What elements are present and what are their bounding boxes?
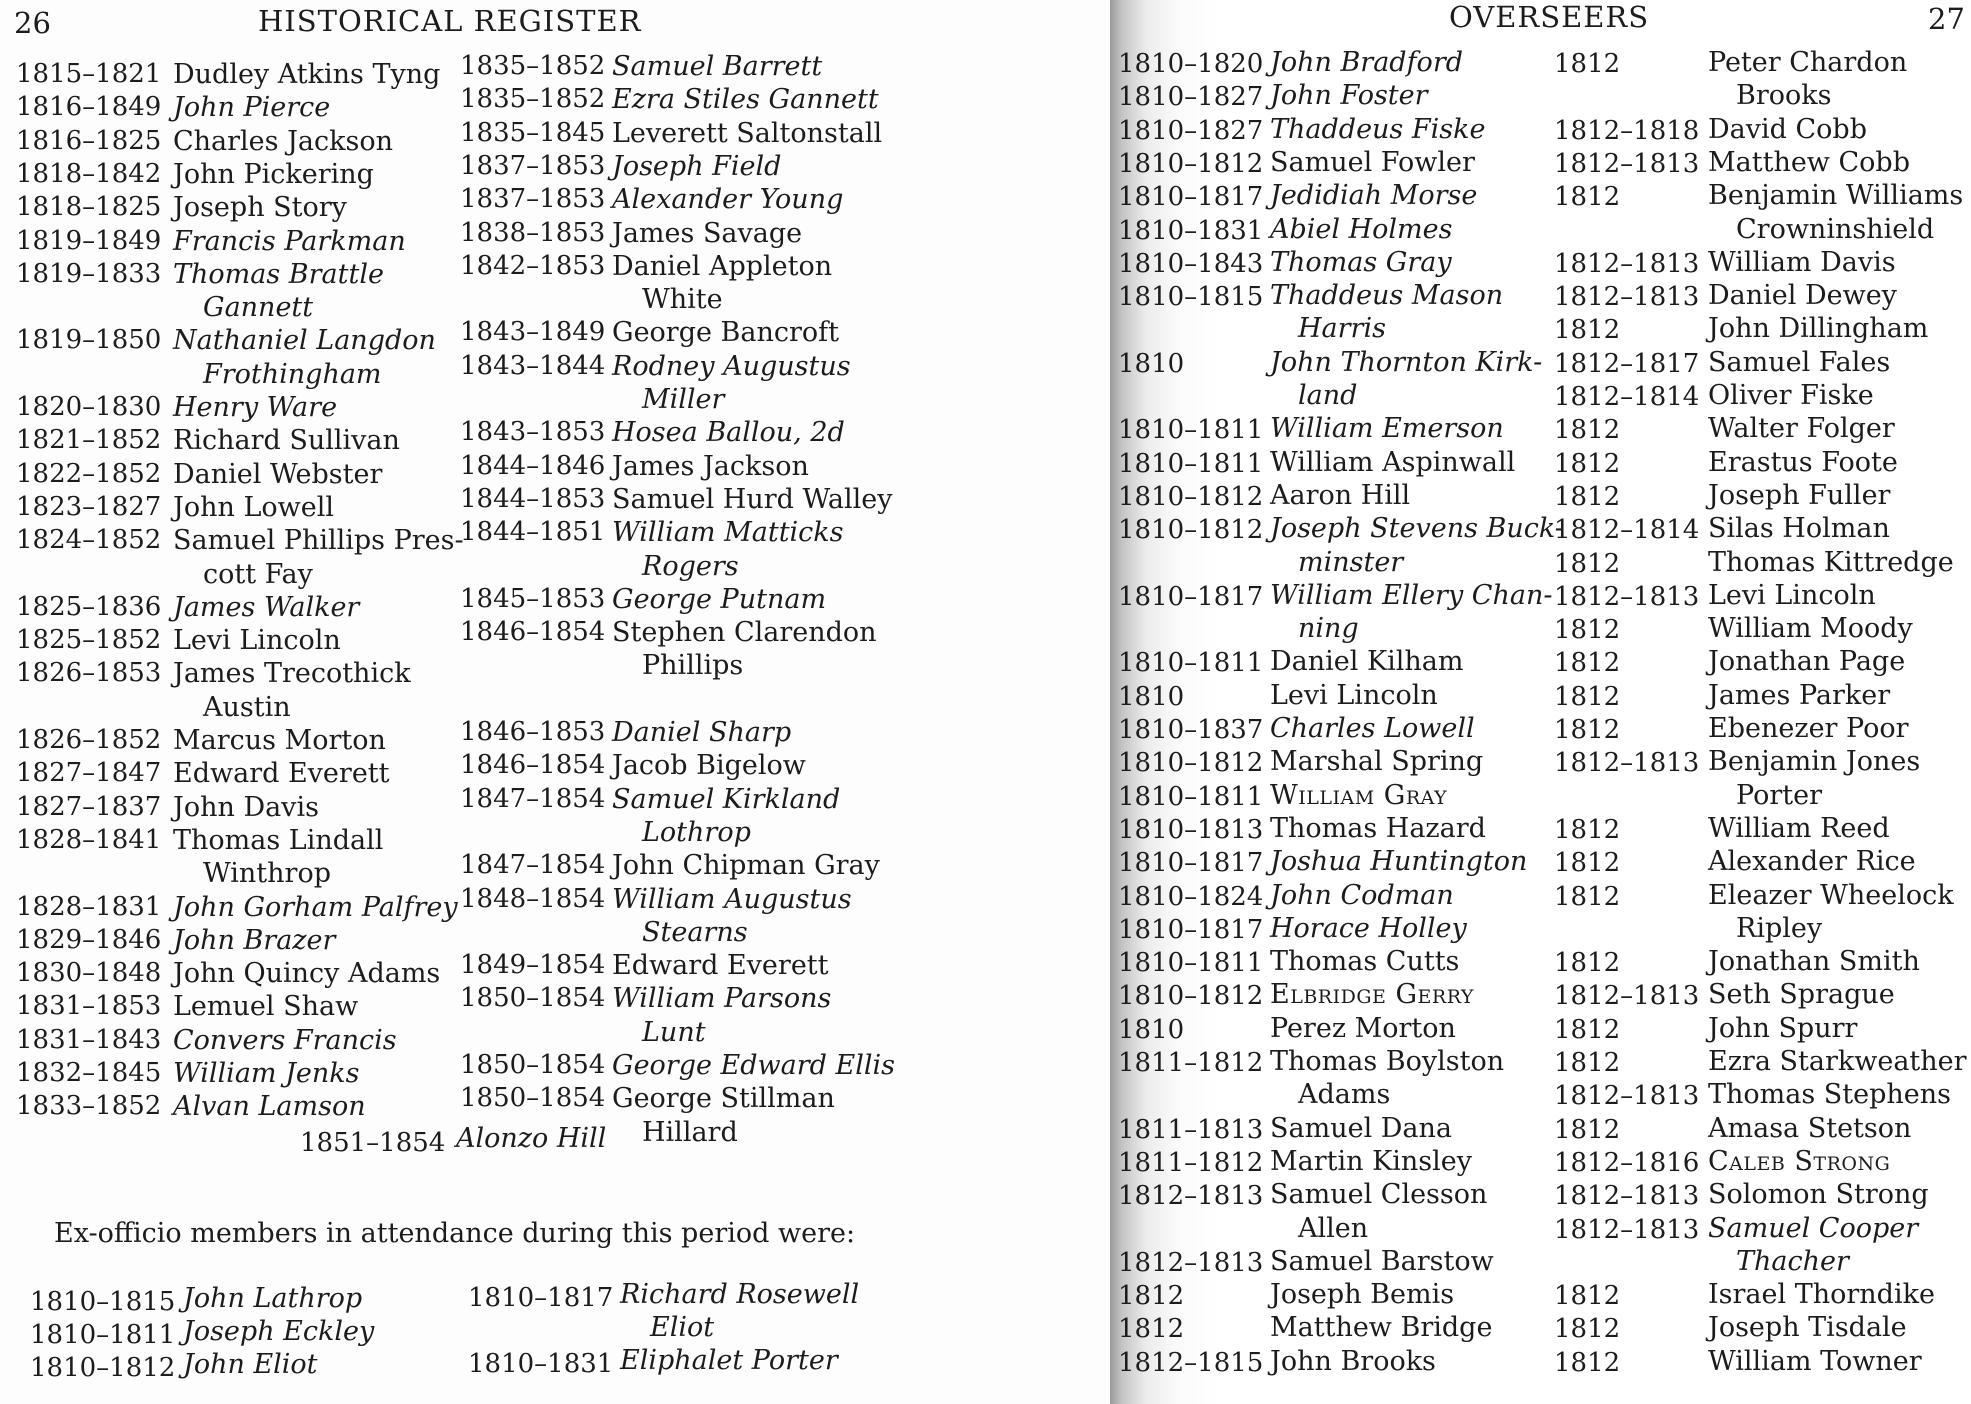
member-name-continuation: Allen	[1298, 1212, 1369, 1244]
member-name: Thomas Boylston	[1270, 1046, 1505, 1077]
member-name-continuation: Eliot	[650, 1312, 715, 1343]
year-range: 1816–1825	[16, 125, 162, 156]
member-name: John Pickering	[173, 158, 374, 190]
member-name: William Ellery Chan-	[1270, 579, 1553, 611]
member-name: Marshal Spring	[1270, 746, 1484, 778]
member-name-continuation: Adams	[1298, 1079, 1391, 1111]
year-range: 1822–1852	[16, 458, 162, 489]
member-name-continuation: Frothingham	[203, 358, 382, 390]
member-name: Convers Francis	[173, 1024, 397, 1056]
member-name: Elbridge Gerry	[1270, 979, 1474, 1011]
year-range: 1846–1854	[460, 617, 606, 648]
member-name: Jedidiah Morse	[1270, 180, 1478, 212]
member-name: John Brazer	[173, 924, 336, 956]
year-range: 1846–1853	[460, 717, 606, 747]
member-name: John Foster	[1270, 80, 1428, 112]
last-entry-years: 1851–1854	[300, 1128, 446, 1158]
member-name: Samuel Clesson	[1270, 1179, 1488, 1211]
member-name: Edward Everett	[173, 758, 390, 790]
year-range: 1810–1827	[1118, 82, 1264, 113]
member-name: Ebenezer Poor	[1708, 713, 1909, 744]
member-name-continuation: Stearns	[642, 916, 748, 948]
member-name: John Brooks	[1270, 1345, 1436, 1377]
year-range: 1815–1821	[16, 59, 162, 89]
member-name: Joseph Fuller	[1708, 479, 1891, 511]
year-range: 1812	[1118, 1281, 1185, 1312]
member-name: Levi Lincoln	[1708, 579, 1876, 611]
member-name: William Davis	[1708, 246, 1896, 278]
year-range: 1832–1845	[16, 1058, 162, 1088]
year-range: 1811–1812	[1118, 1147, 1264, 1178]
member-name: John Chipman Gray	[612, 850, 880, 882]
member-name-continuation: Lunt	[642, 1016, 706, 1048]
member-name: Rodney Augustus	[612, 350, 851, 382]
year-range: 1843–1853	[460, 417, 606, 448]
member-name: Benjamin Jones	[1708, 746, 1921, 778]
year-range: 1812	[1554, 1014, 1621, 1045]
member-name-continuation: White	[642, 284, 723, 316]
member-name: Charles Lowell	[1270, 713, 1475, 744]
year-range: 1812–1813	[1554, 1181, 1700, 1212]
member-name: Eleazer Wheelock	[1708, 879, 1954, 911]
member-name: John Codman	[1270, 879, 1454, 911]
year-range: 1812	[1554, 648, 1621, 679]
year-range: 1810–1817	[1118, 848, 1264, 879]
member-name: Samuel Hurd Walley	[612, 483, 893, 515]
member-name: William Emerson	[1270, 413, 1504, 445]
member-name: Caleb Strong	[1708, 1145, 1891, 1177]
year-range: 1812	[1554, 1314, 1621, 1345]
year-range: 1812–1813	[1554, 1214, 1700, 1245]
member-name: Daniel Dewey	[1708, 280, 1897, 312]
year-range: 1810–1811	[30, 1320, 176, 1350]
year-range: 1812	[1554, 1281, 1621, 1312]
member-name: Lemuel Shaw	[173, 991, 359, 1023]
member-name-continuation: Miller	[642, 384, 725, 415]
running-head: HISTORICAL REGISTER	[258, 4, 642, 38]
member-name: Joseph Story	[173, 192, 347, 224]
year-range: 1810–1827	[1118, 115, 1264, 146]
member-name: Francis Parkman	[173, 225, 406, 257]
year-range: 1812	[1554, 182, 1621, 213]
year-range: 1812–1816	[1554, 1147, 1700, 1178]
year-range: 1812	[1554, 1114, 1621, 1145]
member-name: Thaddeus Mason	[1270, 280, 1504, 312]
member-name: Joseph Field	[612, 150, 782, 182]
year-range: 1812	[1554, 481, 1621, 512]
member-name: Samuel Cooper	[1708, 1212, 1919, 1244]
year-range: 1819–1850	[16, 325, 162, 356]
year-range: 1810–1811	[1118, 781, 1264, 812]
last-entry-name: Alonzo Hill	[456, 1123, 607, 1154]
member-name: Daniel Kilham	[1270, 646, 1464, 678]
year-range: 1812	[1554, 881, 1621, 912]
member-name: Ezra Starkweather	[1708, 1046, 1967, 1077]
year-range: 1810–1812	[1118, 748, 1264, 779]
year-range: 1810–1811	[1118, 415, 1264, 446]
member-name: William Augustus	[612, 883, 852, 915]
member-name: Ezra Stiles Gannett	[612, 84, 879, 116]
member-name: Joseph Stevens Buck-	[1270, 513, 1564, 545]
member-name: Perez Morton	[1270, 1012, 1456, 1044]
year-range: 1810–1811	[1118, 948, 1264, 979]
year-range: 1843–1849	[460, 317, 606, 348]
member-name: Jonathan Page	[1708, 646, 1906, 678]
member-name-continuation: cott Fay	[203, 558, 313, 590]
member-name: Thomas Cutts	[1270, 946, 1460, 978]
year-range: 1812–1813	[1554, 581, 1700, 612]
member-name: John Dillingham	[1708, 313, 1929, 345]
year-range: 1812–1815	[1118, 1347, 1264, 1378]
member-name: Oliver Fiske	[1708, 380, 1874, 411]
year-range: 1812	[1554, 49, 1621, 79]
member-name: Abiel Holmes	[1270, 213, 1453, 245]
year-range: 1810–1813	[1118, 814, 1264, 845]
member-name: John Quincy Adams	[173, 958, 441, 990]
member-name: Samuel Fales	[1708, 346, 1891, 378]
member-name: Jacob Bigelow	[612, 750, 806, 782]
year-range: 1850–1854	[460, 1083, 606, 1114]
year-range: 1812–1813	[1554, 148, 1700, 179]
year-range: 1810–1831	[1118, 215, 1264, 246]
year-range: 1810–1815	[30, 1287, 176, 1317]
ex-officio-caption: Ex-officio members in attendance during this period were:	[54, 1218, 856, 1249]
member-name: James Jackson	[612, 450, 809, 482]
year-range: 1812–1813	[1118, 1181, 1264, 1212]
member-name: David Cobb	[1708, 113, 1867, 145]
year-range: 1847–1854	[460, 783, 606, 814]
member-name: James Parker	[1708, 679, 1891, 711]
year-range: 1850–1854	[460, 983, 606, 1014]
year-range: 1830–1848	[16, 958, 162, 989]
year-range: 1845–1853	[460, 583, 606, 614]
member-name: William Gray	[1270, 779, 1448, 811]
year-range: 1812–1813	[1554, 981, 1700, 1012]
year-range: 1810–1824	[1118, 881, 1264, 912]
member-name: Dudley Atkins Tyng	[173, 59, 441, 90]
member-name: Levi Lincoln	[173, 625, 341, 657]
member-name-continuation: land	[1298, 380, 1358, 411]
member-name: John Gorham Palfrey	[173, 891, 458, 923]
member-name: James Walker	[173, 591, 360, 623]
member-name: Daniel Appleton	[612, 250, 833, 282]
year-range: 1810	[1118, 681, 1185, 712]
member-name: Samuel Phillips Pres-	[173, 525, 464, 557]
year-range: 1810–1812	[1118, 515, 1264, 546]
year-range: 1810–1817	[1118, 914, 1264, 945]
year-range: 1810–1843	[1118, 248, 1264, 279]
member-name: Jonathan Smith	[1708, 946, 1920, 978]
member-name: George Putnam	[612, 583, 827, 615]
member-name: Silas Holman	[1708, 513, 1890, 545]
year-range: 1812–1813	[1118, 1247, 1264, 1278]
member-name: William Reed	[1708, 812, 1890, 844]
member-name-continuation: Thacher	[1736, 1245, 1849, 1277]
year-range: 1812–1814	[1554, 515, 1700, 546]
member-name-continuation: minster	[1298, 546, 1404, 578]
year-range: 1828–1831	[16, 891, 162, 922]
member-name-continuation: Ripley	[1736, 912, 1823, 944]
member-name: Alexander Young	[612, 184, 844, 216]
member-name: William Jenks	[173, 1058, 360, 1089]
member-name: Alexander Rice	[1708, 846, 1916, 878]
member-name: Matthew Cobb	[1708, 146, 1910, 178]
year-range: 1810–1831	[468, 1349, 614, 1379]
year-range: 1824–1852	[16, 525, 162, 556]
year-range: 1835–1845	[460, 117, 606, 148]
member-name: Thomas Gray	[1270, 246, 1452, 278]
year-range: 1837–1853	[460, 150, 606, 181]
year-range: 1844–1846	[460, 450, 606, 481]
year-range: 1812	[1554, 615, 1621, 646]
year-range: 1810	[1118, 348, 1185, 379]
year-range: 1825–1852	[16, 625, 162, 656]
year-range: 1812	[1554, 548, 1621, 579]
member-name-continuation: Brooks	[1736, 80, 1832, 112]
year-range: 1818–1825	[16, 192, 162, 223]
member-name: John Thornton Kirk-	[1270, 346, 1543, 378]
year-range: 1818–1842	[16, 158, 162, 189]
year-range: 1810–1817	[1118, 182, 1264, 213]
year-range: 1812	[1554, 448, 1621, 479]
member-name: Henry Ware	[173, 392, 338, 423]
member-name: William Moody	[1708, 613, 1913, 645]
year-range: 1847–1854	[460, 850, 606, 881]
member-name: Nathaniel Langdon	[173, 325, 436, 357]
member-name: Martin Kinsley	[1270, 1145, 1473, 1177]
year-range: 1812–1813	[1554, 248, 1700, 279]
member-name: Alvan Lamson	[173, 1091, 366, 1123]
year-range: 1812	[1118, 1314, 1185, 1345]
year-range: 1823–1827	[16, 491, 162, 522]
member-name: Benjamin Williams	[1708, 180, 1964, 212]
year-range: 1812–1813	[1554, 748, 1700, 779]
year-range: 1819–1833	[16, 258, 162, 289]
year-range: 1810–1811	[1118, 648, 1264, 679]
member-name: John Lathrop	[183, 1283, 363, 1314]
year-range: 1837–1853	[460, 184, 606, 215]
member-name: Charles Jackson	[173, 125, 394, 157]
member-name: Richard Sullivan	[173, 425, 400, 457]
running-head: OVERSEERS	[1449, 0, 1650, 34]
year-range: 1826–1853	[16, 658, 162, 689]
member-name: Stephen Clarendon	[612, 617, 877, 649]
year-range: 1848–1854	[460, 883, 606, 914]
member-name: John Bradford	[1270, 47, 1464, 78]
member-name: Thomas Hazard	[1270, 812, 1486, 844]
member-name: George Stillman	[612, 1083, 835, 1115]
member-name-continuation: Harris	[1298, 313, 1386, 345]
member-name: John Eliot	[183, 1349, 318, 1380]
year-range: 1844–1851	[460, 517, 606, 548]
member-name-continuation: Winthrop	[203, 858, 331, 890]
year-range: 1812–1813	[1554, 1081, 1700, 1112]
member-name-continuation: ning	[1298, 613, 1359, 645]
member-name: Amasa Stetson	[1708, 1112, 1912, 1144]
year-range: 1810–1812	[1118, 981, 1264, 1012]
year-range: 1821–1852	[16, 425, 162, 456]
member-name-continuation: Crowninshield	[1736, 213, 1935, 245]
member-name-continuation: Phillips	[642, 650, 744, 682]
member-name-continuation: Porter	[1736, 779, 1822, 811]
year-range: 1829–1846	[16, 924, 162, 955]
member-name: Matthew Bridge	[1270, 1312, 1493, 1344]
member-name: Samuel Kirkland	[612, 783, 841, 815]
year-range: 1842–1853	[460, 250, 606, 281]
member-name-continuation: Lothrop	[642, 816, 751, 848]
member-name: Walter Folger	[1708, 413, 1895, 445]
page-number: 26	[14, 6, 51, 40]
year-range: 1835–1852	[460, 84, 606, 115]
year-range: 1828–1841	[16, 824, 162, 855]
member-name: Richard Rosewell	[620, 1279, 860, 1310]
member-name-continuation: Gannett	[203, 292, 314, 324]
year-range: 1819–1849	[16, 225, 162, 256]
member-name: Joseph Tisdale	[1708, 1312, 1907, 1344]
year-range: 1846–1854	[460, 750, 606, 781]
member-name: Samuel Barstow	[1270, 1245, 1494, 1277]
year-range: 1844–1853	[460, 483, 606, 514]
member-name: Marcus Morton	[173, 725, 386, 756]
year-range: 1810–1837	[1118, 715, 1264, 745]
member-name-continuation: Hillard	[642, 1116, 738, 1148]
member-name: Daniel Sharp	[612, 717, 792, 748]
year-range: 1810–1815	[1118, 282, 1264, 313]
member-name: Thomas Stephens	[1708, 1079, 1952, 1111]
year-range: 1827–1847	[16, 758, 162, 789]
year-range: 1835–1852	[460, 51, 606, 81]
member-name: Horace Holley	[1270, 912, 1467, 944]
year-range: 1833–1852	[16, 1091, 162, 1122]
member-name-continuation: Rogers	[642, 550, 739, 582]
year-range: 1850–1854	[460, 1050, 606, 1080]
member-name: James Trecothick	[173, 658, 411, 690]
member-name: Joseph Eckley	[183, 1316, 375, 1347]
member-name: John Lowell	[173, 491, 334, 523]
year-range: 1810–1811	[1118, 448, 1264, 479]
year-range: 1811–1813	[1118, 1114, 1264, 1145]
year-range: 1825–1836	[16, 591, 162, 622]
member-name: William Parsons	[612, 983, 832, 1015]
year-range: 1812–1813	[1554, 282, 1700, 313]
member-name: Levi Lincoln	[1270, 679, 1438, 711]
member-name: Daniel Webster	[173, 458, 383, 490]
year-range: 1812	[1554, 948, 1621, 979]
member-name: Hosea Ballou, 2d	[612, 417, 845, 449]
right-page	[1110, 0, 1971, 1404]
year-range: 1812	[1554, 1347, 1621, 1378]
member-name: Eliphalet Porter	[620, 1345, 838, 1376]
year-range: 1827–1837	[16, 791, 162, 822]
member-name: Thomas Kittredge	[1708, 546, 1954, 578]
member-name: Israel Thorndike	[1708, 1279, 1935, 1311]
year-range: 1812	[1554, 1048, 1621, 1078]
year-range: 1810–1820	[1118, 49, 1264, 79]
member-name: John Pierce	[173, 92, 331, 124]
year-range: 1812	[1554, 415, 1621, 446]
member-name: Thomas Lindall	[173, 824, 384, 856]
year-range: 1810–1812	[1118, 148, 1264, 179]
member-name: George Bancroft	[612, 317, 840, 349]
member-name: James Savage	[612, 217, 803, 249]
year-range: 1812–1817	[1554, 348, 1700, 379]
year-range: 1820–1830	[16, 392, 162, 422]
year-range: 1843–1844	[460, 350, 606, 381]
member-name: Erastus Foote	[1708, 446, 1898, 478]
year-range: 1812–1814	[1554, 382, 1700, 412]
year-range: 1811–1812	[1118, 1048, 1264, 1078]
member-name: John Davis	[173, 791, 319, 823]
year-range: 1826–1852	[16, 725, 162, 755]
page-number: 27	[1928, 2, 1965, 36]
year-range: 1831–1843	[16, 1024, 162, 1055]
member-name: Samuel Dana	[1270, 1112, 1453, 1144]
year-range: 1812	[1554, 715, 1621, 745]
year-range: 1810–1812	[1118, 481, 1264, 512]
member-name: Seth Sprague	[1708, 979, 1895, 1011]
member-name: Edward Everett	[612, 950, 829, 982]
member-name: Thaddeus Fiske	[1270, 113, 1486, 145]
year-range: 1812	[1554, 848, 1621, 879]
year-range: 1810–1812	[30, 1353, 176, 1383]
year-range: 1816–1849	[16, 92, 162, 123]
year-range: 1838–1853	[460, 217, 606, 248]
year-range: 1812	[1554, 315, 1621, 346]
member-name: Solomon Strong	[1708, 1179, 1929, 1211]
year-range: 1812	[1554, 681, 1621, 712]
year-range: 1812	[1554, 814, 1621, 845]
year-range: 1812–1818	[1554, 115, 1700, 146]
year-range: 1810	[1118, 1014, 1185, 1045]
year-range: 1831–1853	[16, 991, 162, 1022]
member-name-continuation: Austin	[203, 691, 291, 723]
member-name: Aaron Hill	[1270, 479, 1411, 511]
member-name: Thomas Brattle	[173, 258, 384, 290]
member-name: John Spurr	[1708, 1012, 1858, 1044]
member-name: Samuel Barrett	[612, 51, 823, 82]
member-name: Joseph Bemis	[1270, 1279, 1455, 1311]
member-name: Samuel Fowler	[1270, 146, 1475, 178]
year-range: 1849–1854	[460, 950, 606, 981]
member-name: Peter Chardon	[1708, 47, 1908, 78]
year-range: 1810–1817	[468, 1283, 614, 1313]
member-name: George Edward Ellis	[612, 1050, 895, 1081]
member-name: Joshua Huntington	[1270, 846, 1528, 878]
member-name: Leverett Saltonstall	[612, 117, 883, 149]
year-range: 1810–1817	[1118, 581, 1264, 612]
member-name: William Aspinwall	[1270, 446, 1516, 478]
member-name: William Matticks	[612, 517, 844, 549]
member-name: William Towner	[1708, 1345, 1922, 1377]
